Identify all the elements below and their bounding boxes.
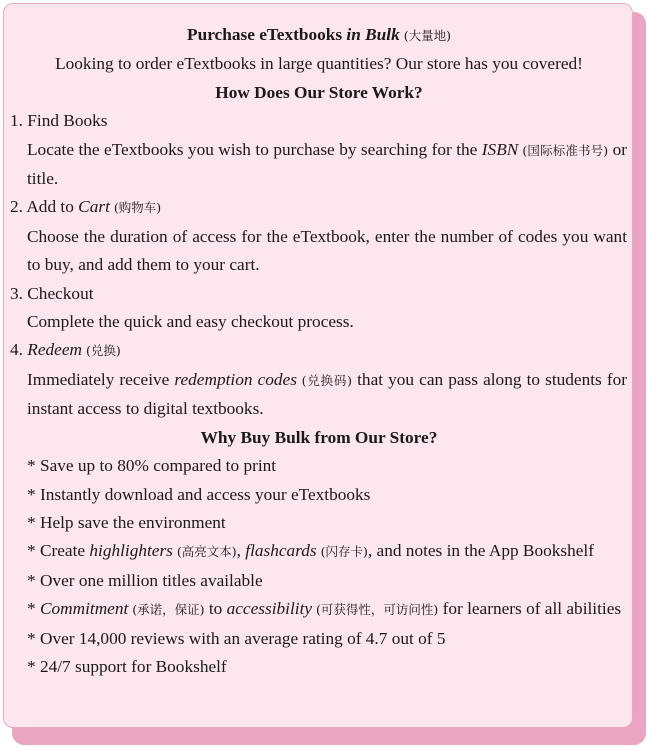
- step-4-title: 4. Redeem (兑换): [10, 340, 121, 360]
- step-4-desc: Immediately receive redemption codes (兑换码) that you can pass along to students for instant access to digital textbooks.: [27, 369, 627, 419]
- card-content: [4, 21, 634, 681]
- bullet-item: * Save up to 80% compared to print: [27, 456, 277, 476]
- bullet-item: * Commitment (承诺，保证) to accessibility (可获得性，可访问性) for learners of all abilities: [27, 599, 622, 619]
- why-heading: Why Buy Bulk from Our Store?: [200, 427, 438, 447]
- bullet-item: * Help save the environment: [27, 512, 226, 532]
- info-card: [3, 3, 633, 728]
- bullet-item: * 24/7 support for Bookshelf: [27, 656, 227, 676]
- step-2-desc: Choose the duration of access for the eTextbook, enter the number of codes you want to buy, and add them to your cart.: [27, 226, 627, 275]
- step-1-desc: Locate the eTextbooks you wish to purchase by searching for the ISBN (国际标准书号) or title.: [27, 139, 627, 189]
- bullet-item: * Over 14,000 reviews with an average rating of 4.7 out of 5: [27, 628, 446, 648]
- bullet-item: * Instantly download and access your eTextbooks: [27, 484, 371, 504]
- step-1-title: 1. Find Books: [10, 111, 108, 131]
- intro-text: Looking to order eTextbooks in large quantities? Our store has you covered!: [55, 54, 583, 74]
- how-heading: How Does Our Store Work?: [215, 82, 423, 102]
- step-2-title: 2. Add to Cart (购物车): [10, 197, 162, 217]
- step-3-title: 3. Checkout: [10, 283, 94, 303]
- bullet-item: * Create highlighters (高亮文本), flashcards (闪存卡), and notes in the App Bookshelf: [27, 541, 594, 561]
- page-title: Purchase eTextbooks in Bulk (大量地): [187, 25, 451, 44]
- step-3-desc: Complete the quick and easy checkout process.: [27, 312, 354, 332]
- bullet-item: * Over one million titles available: [27, 570, 263, 590]
